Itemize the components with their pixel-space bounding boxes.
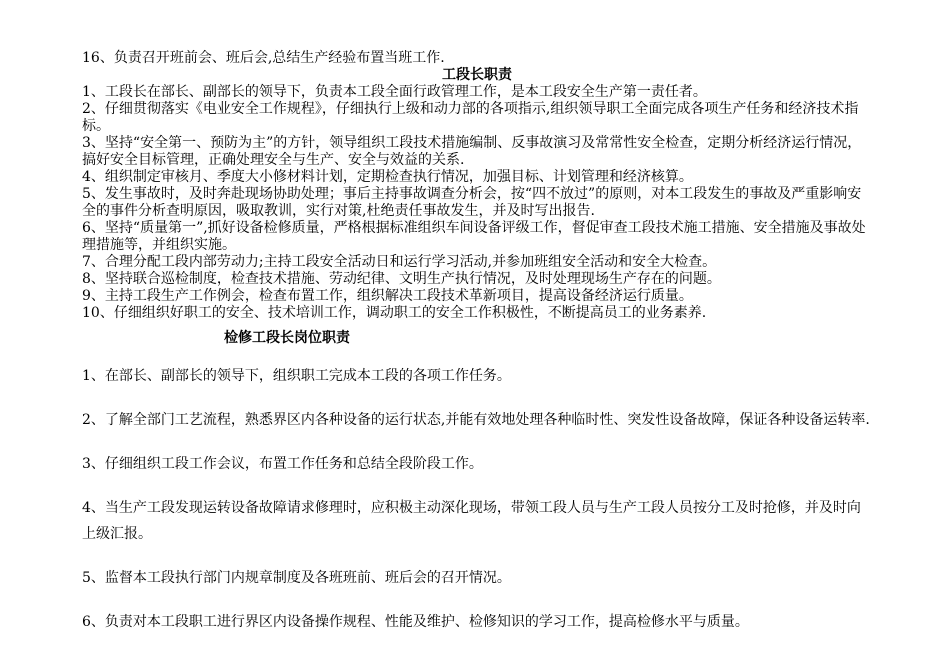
- maintenance-item-4: 4、当生产工段发现运转设备故障请求修理时，应积极主动深化现场，带领工段人员与生产工段人员按分工及时抢修，并及时向上级汇报。: [82, 500, 861, 542]
- maintenance-item-6: 6、负责对本工段职工进行界区内设备操作规程、性能及维护、检修知识的学习工作，提高检修水平与质量。: [82, 614, 749, 630]
- maintenance-item-5: 5、监督本工段执行部门内规章制度及各班班前、班后会的召开情况。: [82, 570, 511, 586]
- duty-item-6: 6、坚持“质量第一”,抓好设备检修质量，严格根据标准组织车间设备评级工作，督促审查工段技术施工措施、安全措施及事故处理措施等，并组织实施。: [82, 220, 866, 253]
- section-title-maintenance: 检修工段长岗位职责: [224, 330, 350, 346]
- duty-item-5: 5、发生事故时，及时奔赴现场协助处理；事后主持事故调查分析会，按“四不放过”的原则，对本工段发生的事故及严重影响安全的事件分析查明原因，吸取教训，实行对策,杜绝责任事故发生，并及时写出报告.: [82, 186, 862, 219]
- maintenance-item-3: 3、仔细组织工段工作会议，布置工作任务和总结全段阶段工作。: [82, 456, 483, 472]
- section-title: 工段长职责: [442, 67, 512, 83]
- duty-item-8: 8、坚持联合巡检制度，检查技术措施、劳动纪律、文明生产执行情况，及时处理现场生产存在的问题。: [82, 271, 721, 287]
- section-duties-maintenance: [82, 363, 872, 635]
- duty-item-7: 7、合理分配工段内部劳动力;主持工段安全活动日和运行学习活动,并参加班组安全活动和安全大检查。: [82, 254, 717, 270]
- duty-item-10: 10、仔细组织好职工的安全、技术培训工作，调动职工的安全工作积极性，不断提高员工的业务素养.: [82, 305, 707, 321]
- section-duties-foreman: [82, 50, 872, 322]
- duty-item-1: 1、工段长在部长、副部长的领导下，负责本工段全面行政管理工作，是本工段安全生产第一责任者。: [82, 84, 707, 100]
- maintenance-item-1: 1、在部长、副部长的领导下，组织职工完成本工段的各项工作任务。: [82, 368, 511, 384]
- duty-item-9: 9、主持工段生产工作例会，检查布置工作，组织解决工段技术革新项目，提高设备经济运行质量。: [82, 288, 693, 304]
- duty-item-2: 2、仔细贯彻落实《电业安全工作规程》，仔细执行上级和动力部的各项指示,组织领导职工全面完成各项生产任务和经济技术指标。: [82, 101, 859, 134]
- maintenance-item-2: 2、了解全部门工艺流程，熟悉界区内各种设备的运行状态,并能有效地处理各种临时性、突发性设备故障，保证各种设备运转率.: [82, 412, 870, 428]
- intro-line: 16、负责召开班前会、班后会,总结生产经验布置当班工作.: [82, 50, 445, 66]
- duty-item-4: 4、组织制定审核月、季度大小修材料计划，定期检查执行情况，加强目标、计划管理和经济核算。: [82, 169, 693, 185]
- document-page: [82, 50, 872, 635]
- duty-item-3: 3、坚持“安全第一、预防为主”的方针，领导组织工段技术措施编制、反事故演习及常常性安全检查，定期分析经济运行情况，搞好安全目标管理，正确处理安全与生产、安全与效益的关系.: [82, 135, 862, 168]
